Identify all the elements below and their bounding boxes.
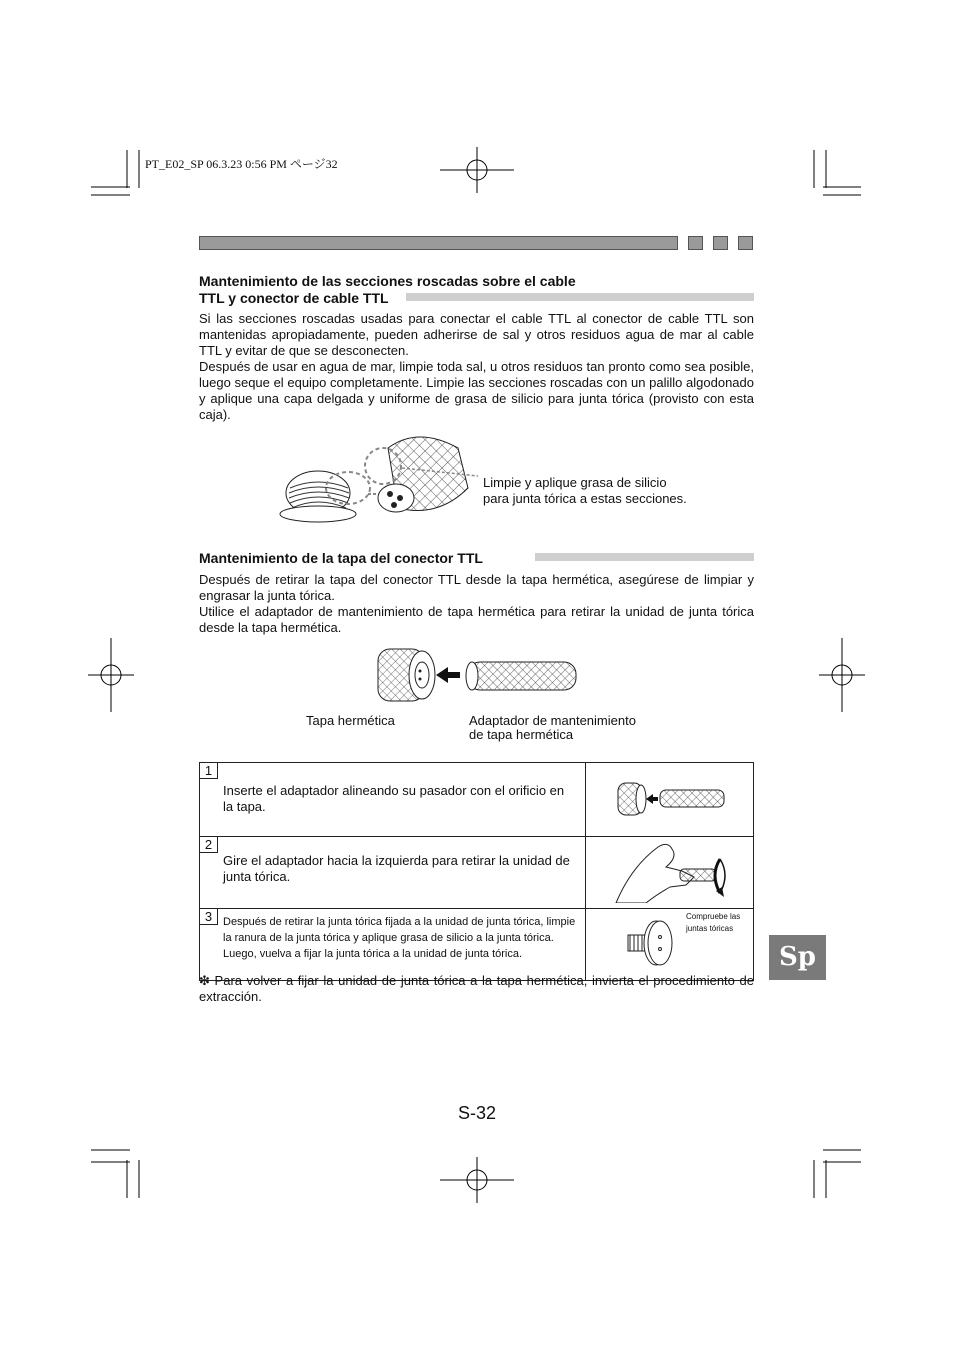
header-square [713, 236, 728, 250]
cap-and-adapter-illustration [370, 644, 582, 708]
label-adaptador-line2: de tapa hermética [469, 727, 574, 742]
step-1-illustration [586, 763, 753, 831]
section1-figure-caption-line1: Limpie y aplique grasa de silicio [483, 475, 667, 490]
section1-figure-caption-line2: para junta tórica a estas secciones. [483, 491, 687, 506]
step-row [200, 909, 754, 981]
note-symbol: ❇ [199, 973, 210, 988]
step-number: 2 [200, 837, 218, 853]
section1-paragraph-1: Si las secciones roscadas usadas para conectar el cable TTL al conector de cable TTL son mantenidas apropiadamente, pueden adherirse de sal y otros residuos agua de mar al cable TTL y evitar de que se desconecten. [199, 311, 754, 358]
section2-paragraph-2: Utilice el adaptador de mantenimiento de tapa hermética para retirar la unidad de junta tórica desde la tapa hermética. [199, 604, 754, 635]
step-number: 3 [200, 909, 218, 925]
step-text: Inserte el adaptador alineando su pasador con el orificio en la tapa. [223, 783, 565, 814]
section2-title-rule [535, 553, 754, 561]
header-bar [199, 236, 678, 250]
step-text: Gire el adaptador hacia la izquierda para retirar la unidad de junta tórica. [223, 853, 570, 884]
step-3-image-label-line1: Compruebe las [686, 912, 741, 921]
section1-title-line2: TTL y conector de cable TTL [199, 290, 389, 306]
section2-paragraph-1: Después de retirar la tapa del conector TTL desde la tapa hermética, asegúrese de limpiar y engrasar la junta tórica. [199, 572, 754, 603]
section1-title-line1: Mantenimiento de las secciones roscadas sobre el cable [199, 273, 576, 289]
language-tab: Sp [769, 935, 826, 980]
step-text: Después de retirar la junta tórica fijada a la unidad de junta tórica, limpie la ranura de la junta tórica y aplique grasa de silicio a la junta tórica. Luego, vuelva a fijar la junta tórica a la unidad de junta tórica. [223, 916, 576, 960]
section1-title-rule [406, 293, 754, 301]
step-2-illustration [586, 837, 753, 903]
steps-table [199, 762, 754, 981]
step-number: 1 [200, 763, 218, 779]
cable-connector-illustration [278, 428, 478, 528]
step-row [200, 763, 754, 837]
page-number: S-32 [458, 1103, 497, 1123]
header-square [688, 236, 703, 250]
step-row [200, 837, 754, 909]
print-slug: PT_E02_SP 06.3.23 0:56 PM ページ32 [145, 157, 338, 171]
label-tapa-hermetica: Tapa hermética [306, 713, 395, 728]
section1-paragraph-2: Después de usar en agua de mar, limpie toda sal, u otros residuos tan pronto como sea posible, luego seque el equipo completamente. Limpie las secciones roscadas con un palillo algodonado y aplique una capa delgada y uniforme de grasa de silicio para junta tórica (provisto con esta caja). [199, 359, 754, 422]
step-3-image-label-line2: juntas tóricas [686, 924, 734, 933]
footnote [199, 973, 754, 1005]
section2-title: Mantenimiento de la tapa del conector TTL [199, 550, 483, 566]
header-square [738, 236, 753, 250]
note-text: Para volver a fijar la unidad de junta tórica a la tapa hermética, invierta el procedimiento de extracción. [199, 973, 754, 1004]
label-adaptador-line1: Adaptador de mantenimiento [469, 713, 636, 728]
